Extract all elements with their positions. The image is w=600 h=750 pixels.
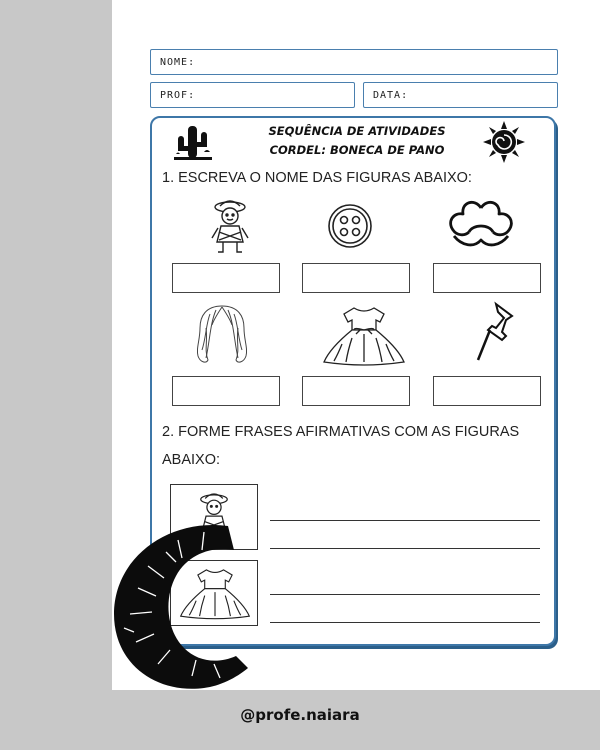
question-2-text-line-2: ABAIXO: [162,452,221,468]
sun-icon [482,120,526,164]
prof-field[interactable] [150,82,355,108]
activity-title [262,122,452,160]
question-2-text-line-1: 2. FORME FRASES AFIRMATIVAS COM AS FIGURAS [162,424,520,440]
answer-box-1[interactable] [172,263,280,293]
title-line-1: SEQUÊNCIA DE ATIVIDADES [268,124,446,138]
pushpin-icon [472,300,516,366]
answer-box-5[interactable] [302,376,410,406]
cactus-icon [172,122,214,162]
name-label: NOME: [160,56,196,68]
answer-box-6[interactable] [433,376,541,406]
writing-line-1[interactable] [270,520,540,521]
date-label: DATA: [373,89,409,101]
doll-icon [204,196,256,258]
answer-box-3[interactable] [433,263,541,293]
writing-line-3[interactable] [270,594,540,595]
dress-icon [322,304,406,366]
cotton-icon [446,198,516,250]
instagram-handle: @profe.naiara [240,706,360,724]
prof-label: PROF: [160,89,196,101]
answer-box-2[interactable] [302,263,410,293]
question-1-text: 1. ESCREVA O NOME DAS FIGURAS ABAIXO: [162,170,472,186]
title-line-2: CORDEL: BONECA DE PANO [269,143,445,157]
writing-line-4[interactable] [270,622,540,623]
answer-box-4[interactable] [172,376,280,406]
hair-icon [194,304,250,368]
left-grey-margin [0,0,112,690]
crescent-moon-icon [108,518,258,694]
writing-line-2[interactable] [270,548,540,549]
name-field[interactable] [150,49,558,75]
button-icon [326,202,374,250]
date-field[interactable] [363,82,558,108]
